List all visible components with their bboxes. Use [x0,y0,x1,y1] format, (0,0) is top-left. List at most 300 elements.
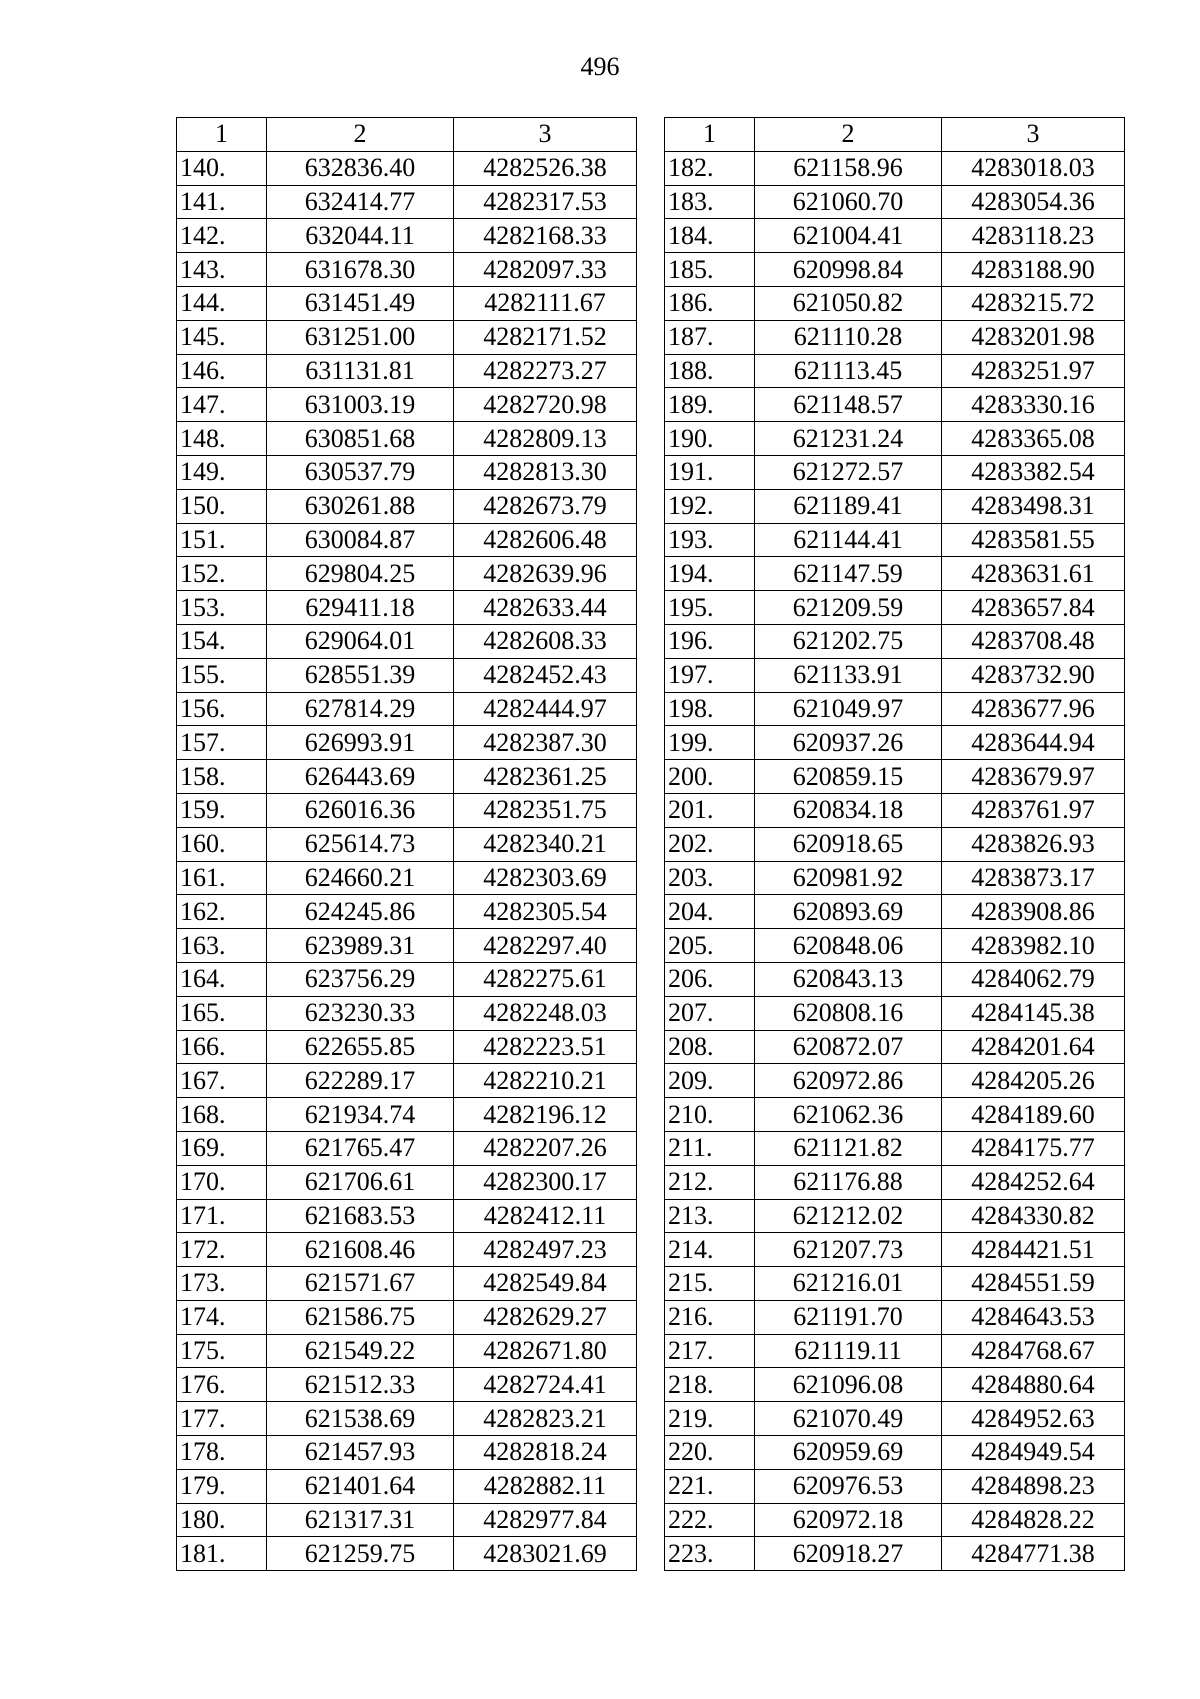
cell-x-coordinate: 621176.88 [755,1165,942,1199]
cell-x-coordinate: 625614.73 [267,827,454,861]
cell-y-coordinate: 4284421.51 [942,1233,1125,1267]
cell-point-number: 202. [665,827,755,861]
cell-y-coordinate: 4282210.21 [454,1064,637,1098]
table-row [665,895,1125,929]
cell-y-coordinate: 4282297.40 [454,929,637,963]
cell-x-coordinate: 632044.11 [267,219,454,253]
cell-point-number: 194. [665,557,755,591]
cell-x-coordinate: 623989.31 [267,929,454,963]
cell-y-coordinate: 4284771.38 [942,1537,1125,1571]
cell-y-coordinate: 4283908.86 [942,895,1125,929]
cell-point-number: 207. [665,996,755,1030]
table-row [177,1030,637,1064]
cell-y-coordinate: 4282629.27 [454,1300,637,1334]
cell-x-coordinate: 630261.88 [267,489,454,523]
table-row [665,1131,1125,1165]
cell-x-coordinate: 621706.61 [267,1165,454,1199]
table-row [665,1165,1125,1199]
cell-point-number: 140. [177,151,267,185]
cell-y-coordinate: 4284768.67 [942,1334,1125,1368]
cell-y-coordinate: 4284828.22 [942,1503,1125,1537]
cell-x-coordinate: 620972.18 [755,1503,942,1537]
table-row [177,320,637,354]
table-row [177,253,637,287]
table-row [665,624,1125,658]
cell-y-coordinate: 4283498.31 [942,489,1125,523]
cell-point-number: 151. [177,523,267,557]
cell-x-coordinate: 621189.41 [755,489,942,523]
cell-point-number: 219. [665,1402,755,1436]
table-row [665,489,1125,523]
cell-point-number: 167. [177,1064,267,1098]
cell-y-coordinate: 4283330.16 [942,388,1125,422]
table-row [665,962,1125,996]
cell-point-number: 190. [665,422,755,456]
table-row [177,962,637,996]
cell-point-number: 166. [177,1030,267,1064]
table-row [665,996,1125,1030]
cell-x-coordinate: 621934.74 [267,1098,454,1132]
table-row [177,388,637,422]
cell-x-coordinate: 621049.97 [755,692,942,726]
cell-point-number: 181. [177,1537,267,1571]
table-row [177,1199,637,1233]
cell-y-coordinate: 4283215.72 [942,286,1125,320]
table-row [665,1233,1125,1267]
cell-point-number: 157. [177,726,267,760]
cell-y-coordinate: 4282633.44 [454,591,637,625]
coordinates-table-right [664,117,1125,1571]
cell-x-coordinate: 620918.65 [755,827,942,861]
cell-point-number: 155. [177,658,267,692]
cell-point-number: 172. [177,1233,267,1267]
coordinates-table-left [176,117,637,1571]
cell-x-coordinate: 621110.28 [755,320,942,354]
table-row [665,1300,1125,1334]
table-row [665,320,1125,354]
table-row [665,658,1125,692]
cell-point-number: 159. [177,793,267,827]
cell-point-number: 215. [665,1267,755,1301]
cell-point-number: 191. [665,455,755,489]
table-row [665,1334,1125,1368]
table-row [665,523,1125,557]
cell-x-coordinate: 621586.75 [267,1300,454,1334]
cell-point-number: 165. [177,996,267,1030]
table-row [177,1165,637,1199]
cell-point-number: 204. [665,895,755,929]
cell-point-number: 175. [177,1334,267,1368]
table-row [177,929,637,963]
cell-x-coordinate: 620918.27 [755,1537,942,1571]
cell-x-coordinate: 620872.07 [755,1030,942,1064]
cell-point-number: 160. [177,827,267,861]
cell-x-coordinate: 631251.00 [267,320,454,354]
cell-x-coordinate: 621147.59 [755,557,942,591]
cell-y-coordinate: 4283201.98 [942,320,1125,354]
cell-x-coordinate: 621209.59 [755,591,942,625]
cell-point-number: 220. [665,1436,755,1470]
cell-x-coordinate: 620808.16 [755,996,942,1030]
table-row [665,151,1125,185]
table-row [665,1199,1125,1233]
cell-x-coordinate: 620859.15 [755,760,942,794]
cell-x-coordinate: 621231.24 [755,422,942,456]
table-row [177,557,637,591]
cell-y-coordinate: 4284952.63 [942,1402,1125,1436]
table-row [665,726,1125,760]
cell-x-coordinate: 620959.69 [755,1436,942,1470]
cell-y-coordinate: 4283581.55 [942,523,1125,557]
table-row [665,388,1125,422]
cell-point-number: 200. [665,760,755,794]
table-row [177,286,637,320]
table-row [665,1503,1125,1537]
cell-y-coordinate: 4282823.21 [454,1402,637,1436]
cell-x-coordinate: 620843.13 [755,962,942,996]
table-row [665,1436,1125,1470]
cell-point-number: 196. [665,624,755,658]
cell-x-coordinate: 621549.22 [267,1334,454,1368]
cell-y-coordinate: 4283631.61 [942,557,1125,591]
cell-y-coordinate: 4282361.25 [454,760,637,794]
cell-x-coordinate: 623230.33 [267,996,454,1030]
cell-point-number: 147. [177,388,267,422]
cell-x-coordinate: 624245.86 [267,895,454,929]
cell-point-number: 153. [177,591,267,625]
cell-x-coordinate: 626016.36 [267,793,454,827]
table-row [177,1300,637,1334]
cell-y-coordinate: 4284551.59 [942,1267,1125,1301]
cell-point-number: 214. [665,1233,755,1267]
cell-y-coordinate: 4283982.10 [942,929,1125,963]
cell-x-coordinate: 620981.92 [755,861,942,895]
header-y-coordinate: 3 [942,118,1125,152]
cell-y-coordinate: 4283018.03 [942,151,1125,185]
cell-x-coordinate: 631678.30 [267,253,454,287]
table-row [177,895,637,929]
cell-point-number: 161. [177,861,267,895]
cell-point-number: 186. [665,286,755,320]
table-row [177,489,637,523]
cell-y-coordinate: 4283118.23 [942,219,1125,253]
cell-point-number: 169. [177,1131,267,1165]
cell-point-number: 158. [177,760,267,794]
cell-point-number: 195. [665,591,755,625]
cell-point-number: 183. [665,185,755,219]
table-row [665,455,1125,489]
table-row [665,929,1125,963]
table-row [177,861,637,895]
cell-y-coordinate: 4282351.75 [454,793,637,827]
cell-x-coordinate: 630537.79 [267,455,454,489]
cell-y-coordinate: 4282111.67 [454,286,637,320]
cell-x-coordinate: 621683.53 [267,1199,454,1233]
cell-point-number: 179. [177,1469,267,1503]
cell-point-number: 208. [665,1030,755,1064]
cell-y-coordinate: 4282818.24 [454,1436,637,1470]
cell-y-coordinate: 4284252.64 [942,1165,1125,1199]
cell-y-coordinate: 4283826.93 [942,827,1125,861]
cell-x-coordinate: 621512.33 [267,1368,454,1402]
table-row [177,692,637,726]
cell-point-number: 146. [177,354,267,388]
cell-y-coordinate: 4284643.53 [942,1300,1125,1334]
cell-point-number: 152. [177,557,267,591]
cell-y-coordinate: 4283679.97 [942,760,1125,794]
cell-y-coordinate: 4284880.64 [942,1368,1125,1402]
cell-point-number: 217. [665,1334,755,1368]
cell-point-number: 144. [177,286,267,320]
cell-x-coordinate: 621060.70 [755,185,942,219]
cell-y-coordinate: 4282671.80 [454,1334,637,1368]
cell-y-coordinate: 4282724.41 [454,1368,637,1402]
cell-point-number: 210. [665,1098,755,1132]
cell-y-coordinate: 4283382.54 [942,455,1125,489]
cell-y-coordinate: 4282196.12 [454,1098,637,1132]
cell-x-coordinate: 621096.08 [755,1368,942,1402]
cell-y-coordinate: 4282452.43 [454,658,637,692]
table-row [177,591,637,625]
table-row [177,658,637,692]
table-row [177,1267,637,1301]
cell-y-coordinate: 4284145.38 [942,996,1125,1030]
table-row [665,861,1125,895]
cell-x-coordinate: 621004.41 [755,219,942,253]
cell-x-coordinate: 620998.84 [755,253,942,287]
cell-y-coordinate: 4282168.33 [454,219,637,253]
header-point-number: 1 [177,118,267,152]
table-row [665,1098,1125,1132]
cell-y-coordinate: 4282387.30 [454,726,637,760]
table-row [177,455,637,489]
cell-point-number: 193. [665,523,755,557]
cell-x-coordinate: 632836.40 [267,151,454,185]
cell-point-number: 185. [665,253,755,287]
cell-x-coordinate: 621207.73 [755,1233,942,1267]
cell-x-coordinate: 621259.75 [267,1537,454,1571]
cell-y-coordinate: 4283732.90 [942,658,1125,692]
table-header-row [177,118,637,152]
cell-y-coordinate: 4283054.36 [942,185,1125,219]
table-row [177,219,637,253]
cell-y-coordinate: 4282813.30 [454,455,637,489]
cell-x-coordinate: 621133.91 [755,658,942,692]
cell-y-coordinate: 4284898.23 [942,1469,1125,1503]
table-row [665,557,1125,591]
table-row [177,996,637,1030]
cell-y-coordinate: 4282305.54 [454,895,637,929]
cell-x-coordinate: 621144.41 [755,523,942,557]
cell-x-coordinate: 624660.21 [267,861,454,895]
table-row [177,1131,637,1165]
cell-y-coordinate: 4282809.13 [454,422,637,456]
cell-x-coordinate: 621070.49 [755,1402,942,1436]
table-row [177,827,637,861]
cell-point-number: 205. [665,929,755,963]
table-row [665,185,1125,219]
cell-x-coordinate: 626443.69 [267,760,454,794]
cell-x-coordinate: 622655.85 [267,1030,454,1064]
cell-point-number: 213. [665,1199,755,1233]
cell-point-number: 222. [665,1503,755,1537]
cell-point-number: 170. [177,1165,267,1199]
cell-point-number: 218. [665,1368,755,1402]
cell-x-coordinate: 621571.67 [267,1267,454,1301]
cell-x-coordinate: 621158.96 [755,151,942,185]
cell-y-coordinate: 4283251.97 [942,354,1125,388]
cell-point-number: 142. [177,219,267,253]
cell-y-coordinate: 4284201.64 [942,1030,1125,1064]
cell-y-coordinate: 4282275.61 [454,962,637,996]
table-row [665,219,1125,253]
header-x-coordinate: 2 [267,118,454,152]
cell-y-coordinate: 4283644.94 [942,726,1125,760]
table-row [665,1267,1125,1301]
cell-y-coordinate: 4282526.38 [454,151,637,185]
table-row [665,1469,1125,1503]
table-row [177,624,637,658]
cell-point-number: 209. [665,1064,755,1098]
cell-point-number: 206. [665,962,755,996]
cell-point-number: 180. [177,1503,267,1537]
table-row [177,185,637,219]
table-row [665,692,1125,726]
cell-y-coordinate: 4284175.77 [942,1131,1125,1165]
cell-y-coordinate: 4282977.84 [454,1503,637,1537]
cell-point-number: 184. [665,219,755,253]
cell-point-number: 189. [665,388,755,422]
cell-point-number: 149. [177,455,267,489]
cell-x-coordinate: 620976.53 [755,1469,942,1503]
cell-y-coordinate: 4282303.69 [454,861,637,895]
cell-x-coordinate: 631003.19 [267,388,454,422]
cell-point-number: 199. [665,726,755,760]
table-row [177,793,637,827]
cell-y-coordinate: 4284189.60 [942,1098,1125,1132]
cell-x-coordinate: 626993.91 [267,726,454,760]
cell-y-coordinate: 4283188.90 [942,253,1125,287]
table-row [665,253,1125,287]
cell-x-coordinate: 629804.25 [267,557,454,591]
cell-point-number: 164. [177,962,267,996]
table-row [665,827,1125,861]
table-header-row [665,118,1125,152]
cell-point-number: 192. [665,489,755,523]
cell-point-number: 173. [177,1267,267,1301]
cell-y-coordinate: 4283677.96 [942,692,1125,726]
cell-x-coordinate: 621191.70 [755,1300,942,1334]
table-row [665,1402,1125,1436]
cell-x-coordinate: 621216.01 [755,1267,942,1301]
cell-x-coordinate: 621538.69 [267,1402,454,1436]
cell-y-coordinate: 4283021.69 [454,1537,637,1571]
cell-y-coordinate: 4282300.17 [454,1165,637,1199]
table-row [177,726,637,760]
cell-y-coordinate: 4282097.33 [454,253,637,287]
table-row [665,286,1125,320]
cell-point-number: 162. [177,895,267,929]
cell-point-number: 188. [665,354,755,388]
cell-x-coordinate: 627814.29 [267,692,454,726]
cell-y-coordinate: 4282340.21 [454,827,637,861]
cell-y-coordinate: 4283761.97 [942,793,1125,827]
cell-point-number: 177. [177,1402,267,1436]
cell-x-coordinate: 623756.29 [267,962,454,996]
cell-y-coordinate: 4284205.26 [942,1064,1125,1098]
cell-y-coordinate: 4282223.51 [454,1030,637,1064]
cell-x-coordinate: 631131.81 [267,354,454,388]
table-row [177,1098,637,1132]
cell-x-coordinate: 621148.57 [755,388,942,422]
cell-point-number: 143. [177,253,267,287]
table-row [177,151,637,185]
table-row [665,760,1125,794]
cell-y-coordinate: 4282248.03 [454,996,637,1030]
cell-x-coordinate: 621608.46 [267,1233,454,1267]
cell-point-number: 203. [665,861,755,895]
cell-x-coordinate: 620937.26 [755,726,942,760]
header-y-coordinate: 3 [454,118,637,152]
cell-x-coordinate: 630084.87 [267,523,454,557]
cell-point-number: 174. [177,1300,267,1334]
cell-x-coordinate: 630851.68 [267,422,454,456]
cell-point-number: 168. [177,1098,267,1132]
cell-y-coordinate: 4282273.27 [454,354,637,388]
cell-x-coordinate: 621212.02 [755,1199,942,1233]
cell-point-number: 156. [177,692,267,726]
cell-point-number: 201. [665,793,755,827]
table-row [177,1537,637,1571]
table-row [177,1503,637,1537]
table-row [177,1233,637,1267]
cell-y-coordinate: 4282882.11 [454,1469,637,1503]
cell-point-number: 163. [177,929,267,963]
cell-point-number: 212. [665,1165,755,1199]
table-row [177,1402,637,1436]
table-row [665,1537,1125,1571]
cell-x-coordinate: 620972.86 [755,1064,942,1098]
header-x-coordinate: 2 [755,118,942,152]
cell-point-number: 154. [177,624,267,658]
cell-y-coordinate: 4282207.26 [454,1131,637,1165]
cell-x-coordinate: 621062.36 [755,1098,942,1132]
cell-x-coordinate: 631451.49 [267,286,454,320]
cell-x-coordinate: 621272.57 [755,455,942,489]
cell-x-coordinate: 620848.06 [755,929,942,963]
table-row [665,793,1125,827]
cell-point-number: 150. [177,489,267,523]
cell-y-coordinate: 4283365.08 [942,422,1125,456]
header-point-number: 1 [665,118,755,152]
cell-x-coordinate: 629411.18 [267,591,454,625]
cell-x-coordinate: 620834.18 [755,793,942,827]
table-row [177,1334,637,1368]
cell-y-coordinate: 4282444.97 [454,692,637,726]
table-row [177,422,637,456]
cell-x-coordinate: 622289.17 [267,1064,454,1098]
page-number: 496 [580,52,620,81]
cell-point-number: 178. [177,1436,267,1470]
cell-x-coordinate: 621317.31 [267,1503,454,1537]
cell-point-number: 197. [665,658,755,692]
cell-y-coordinate: 4282608.33 [454,624,637,658]
cell-y-coordinate: 4283873.17 [942,861,1125,895]
cell-point-number: 141. [177,185,267,219]
table-row [665,422,1125,456]
cell-y-coordinate: 4282673.79 [454,489,637,523]
cell-y-coordinate: 4282549.84 [454,1267,637,1301]
